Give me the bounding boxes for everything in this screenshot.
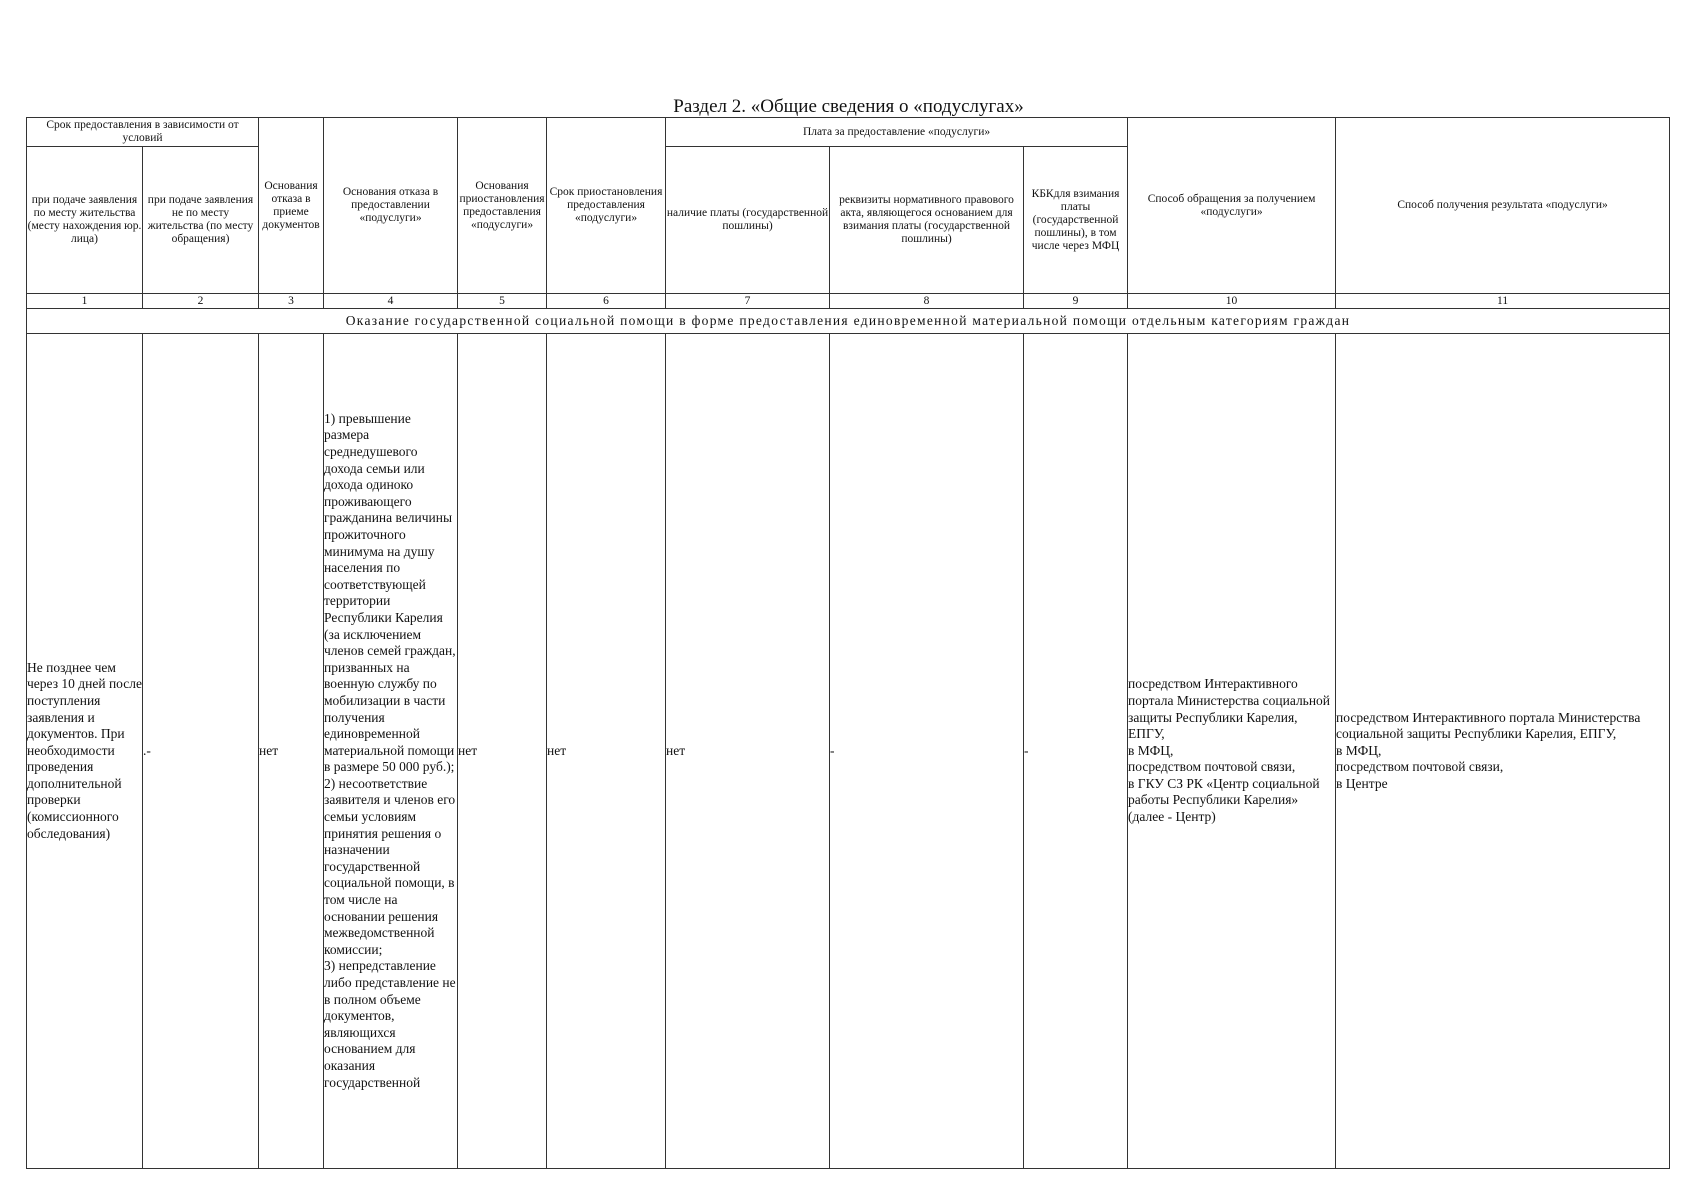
column-number: 9	[1024, 294, 1128, 309]
column-number: 5	[458, 294, 547, 309]
header-col-6: Срок приостановления предоставления «подуслуги»	[547, 118, 666, 294]
cell-result-method: посредством Интерактивного портала Министерства социальной защиты Республики Карелия, ЕПГУ, в МФЦ, посредством почтовой связи, в Центре	[1336, 334, 1670, 1169]
header-col-1: при подаче заявления по месту жительства (месту нахождения юр. лица)	[27, 147, 143, 294]
section-title: Оказание государственной социальной помощи в форме предоставления единовременной материальной помощи отдельным категориям граждан	[27, 309, 1670, 334]
header-col-9: КБКдля взимания платы (государственной пошлины), в том числе через МФЦ	[1024, 147, 1128, 294]
header-col-4: Основания отказа в предоставлении «подуслуги»	[324, 118, 458, 294]
cell-term-other: .-	[143, 334, 259, 1169]
table-row	[27, 334, 1670, 1169]
header-col-11: Способ получения результата «подуслуги»	[1336, 118, 1670, 294]
cell-fee-act: -	[830, 334, 1024, 1169]
header-group-term: Срок предоставления в зависимости от условий	[27, 118, 259, 147]
cell-application-method: посредством Интерактивного портала Министерства социальной защиты Республики Карелия, ЕПГУ, в МФЦ, посредством почтовой связи, в ГКУ СЗ РК «Центр социальной работы Республики Карелия» (далее - Центр)	[1128, 334, 1336, 1169]
cell-suspension-grounds: нет	[458, 334, 547, 1169]
column-number: 8	[830, 294, 1024, 309]
column-number: 7	[666, 294, 830, 309]
header-col-3: Основания отказа в приеме документов	[259, 118, 324, 294]
column-number: 2	[143, 294, 259, 309]
cell-suspension-term: нет	[547, 334, 666, 1169]
cell-fee-kbk: -	[1024, 334, 1128, 1169]
header-col-10: Способ обращения за получением «подуслуги»	[1128, 118, 1336, 294]
header-col-5: Основания приостановления предоставления «подуслуги»	[458, 118, 547, 294]
header-col-8: реквизиты нормативного правового акта, являющегося основанием для взимания платы (государственной пошлины)	[830, 147, 1024, 294]
header-group-fee: Плата за предоставление «подуслуги»	[666, 118, 1128, 147]
page-title: Раздел 2. «Общие сведения о «подуслугах»	[673, 96, 1024, 117]
column-number: 6	[547, 294, 666, 309]
header-col-2: при подаче заявления не по месту жительства (по месту обращения)	[143, 147, 259, 294]
header-row-group	[27, 118, 1670, 147]
cell-refusal-docs: нет	[259, 334, 324, 1169]
column-number: 1	[27, 294, 143, 309]
column-number: 11	[1336, 294, 1670, 309]
cell-fee-presence: нет	[666, 334, 830, 1169]
section-row	[27, 309, 1670, 334]
cell-refusal-service: 1) превышение размера среднедушевого дохода семьи или дохода одиноко проживающего гражданина величины прожиточного минимума на душу населения по соответствующей территории Республики Карелия (за исключением членов семей граждан, призванных на военную службу по мобилизации в части получения единовременной материальной помощи в размере 50 000 руб.); 2) несоответствие заявителя и членов его семьи условиям принятия решения о назначении государственной социальной помощи, в том числе на основании решения межведомственной комиссии; 3) непредставление либо представление не в полном объеме документов, являющихся основанием для оказания государственной	[324, 334, 458, 1169]
column-numbers-row	[27, 294, 1670, 309]
column-number: 10	[1128, 294, 1336, 309]
column-number: 3	[259, 294, 324, 309]
header-col-7: наличие платы (государственной пошлины)	[666, 147, 830, 294]
services-table	[26, 117, 1670, 1169]
column-number: 4	[324, 294, 458, 309]
cell-term-residence: Не позднее чем через 10 дней после поступления заявления и документов. При необходимости проведения дополнительной проверки (комиссионного обследования)	[27, 334, 143, 1169]
